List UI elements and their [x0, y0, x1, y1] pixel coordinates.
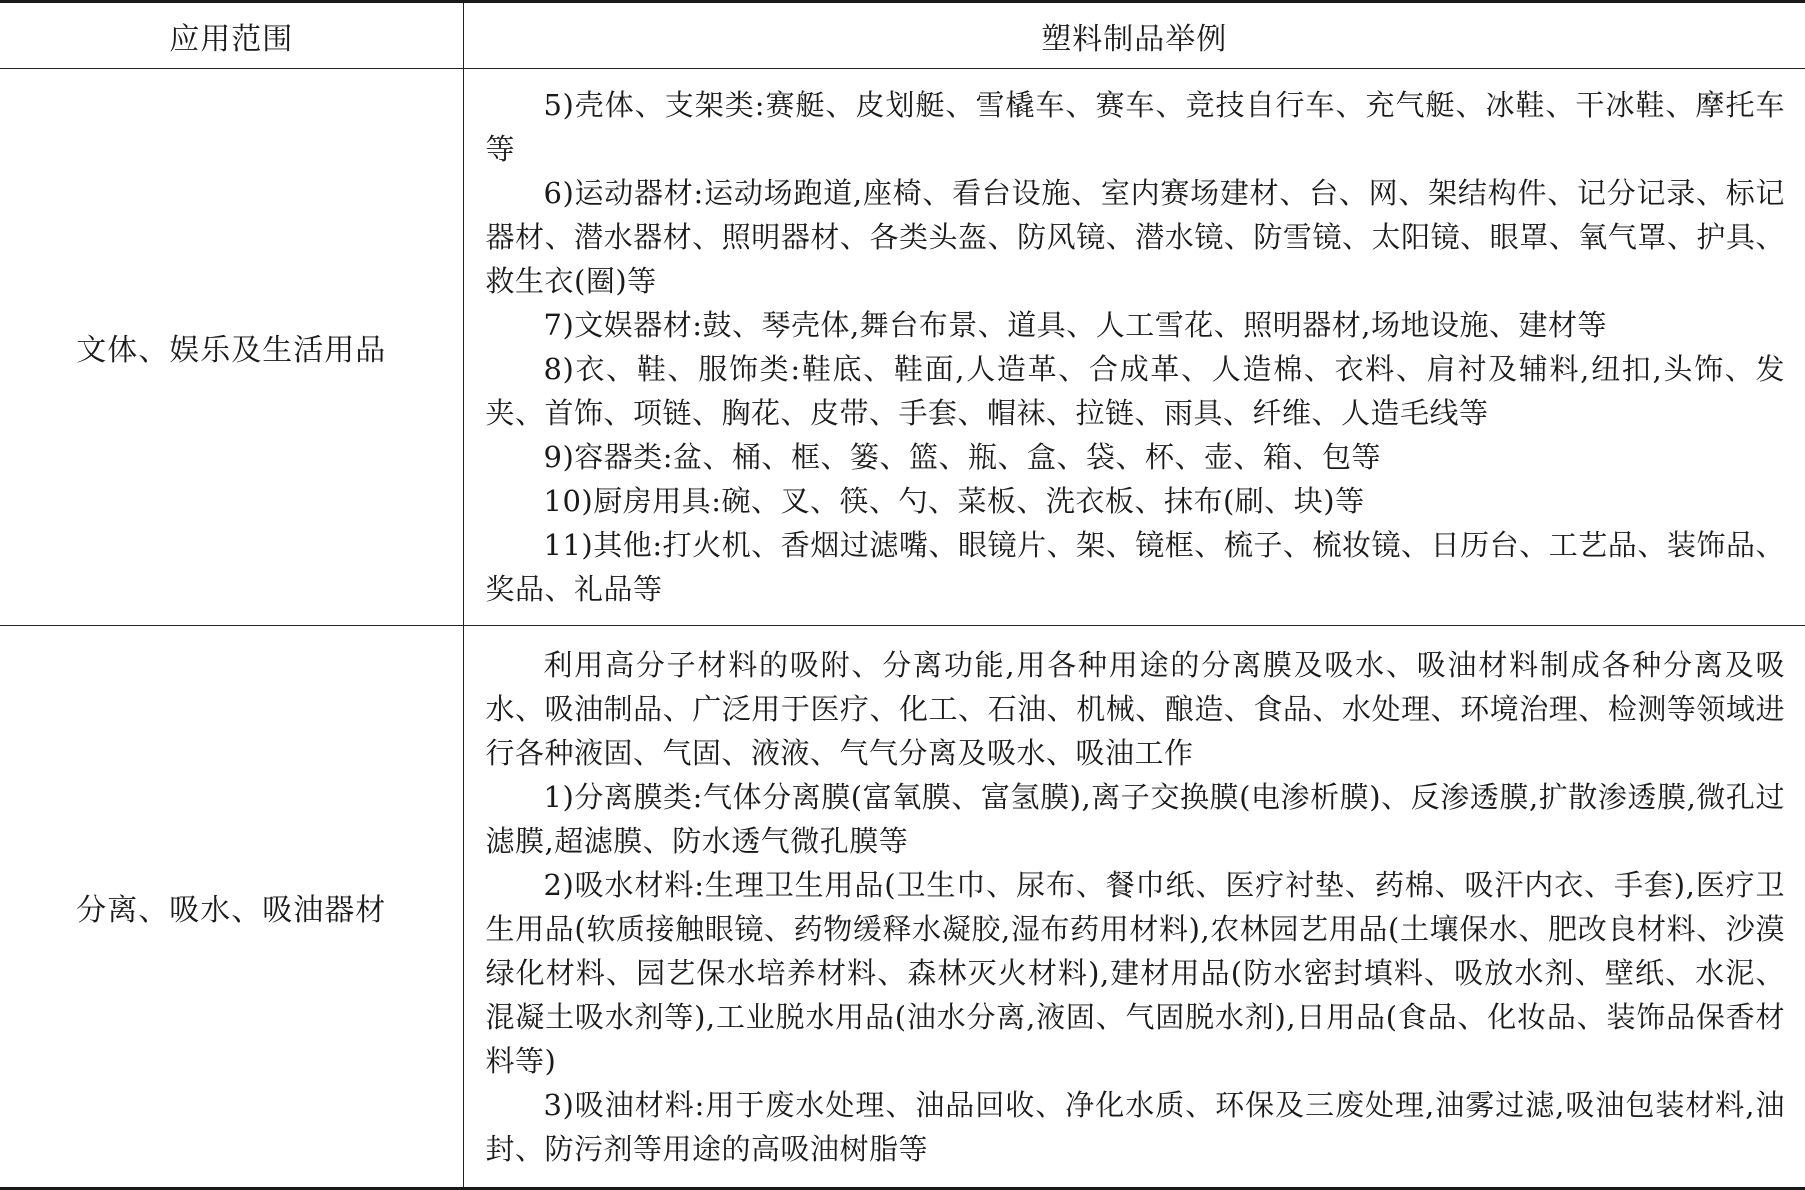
example-paragraph: 5)壳体、支架类:赛艇、皮划艇、雪橇车、赛车、竞技自行车、充气艇、冰鞋、干冰鞋、摩托车等	[485, 88, 1785, 166]
example-paragraph: 9)容器类:盆、桶、框、篓、篮、瓶、盒、袋、杯、壶、箱、包等	[543, 440, 1382, 474]
example-paragraph: 2)吸水材料:生理卫生用品(卫生巾、尿布、餐巾纸、医疗衬垫、药棉、吸汗内衣、手套),医疗卫生用品(软质接触眼镜、药物缓释水凝胶,湿布药用材料),农林园艺用品(土壤保水、肥改良材料、沙漠绿化材料、园艺保水培养材料、森林灭火材料),建材用品(防水密封填料、吸放水剂、壁纸、水泥、混凝土吸水剂等),工业脱水用品(油水分离,液固、气固脱水剂),日用品(食品、化妆品、装饰品保香材料等)	[485, 867, 1785, 1078]
examples-cell	[463, 626, 1805, 1189]
table-row	[0, 626, 1805, 1189]
example-paragraph: 1)分离膜类:气体分离膜(富氧膜、富氢膜),离子交换膜(电渗析膜)、反渗透膜,扩散渗透膜,微孔过滤膜,超滤膜、防水透气微孔膜等	[485, 779, 1785, 858]
example-paragraph: 利用高分子材料的吸附、分离功能,用各种用途的分离膜及吸水、吸油材料制成各种分离及吸水、吸油制品、广泛用于医疗、化工、石油、机械、酿造、食品、水处理、环境治理、检测等领域进行各种液固、气固、液液、气气分离及吸水、吸油工作	[485, 647, 1785, 770]
example-paragraph: 6)运动器材:运动场跑道,座椅、看台设施、室内赛场建材、台、网、架结构件、记分记录、标记器材、潜水器材、照明器材、各类头盔、防风镜、潜水镜、防雪镜、太阳镜、眼罩、氧气罩、护具、救生衣(圈)等	[485, 176, 1785, 298]
table-row	[0, 69, 1805, 626]
example-paragraph: 11)其他:打火机、香烟过滤嘴、眼镜片、架、镜框、梳子、梳妆镜、日历台、工艺品、装饰品、奖品、礼品等	[485, 528, 1785, 606]
example-paragraph: 3)吸油材料:用于废水处理、油品回收、净化水质、环保及三废处理,油雾过滤,吸油包装材料,油封、防污剂等用途的高吸油树脂等	[485, 1087, 1785, 1166]
examples-cell	[463, 69, 1805, 626]
range-cell: 文体、娱乐及生活用品	[0, 69, 463, 626]
example-paragraph: 7)文娱器材:鼓、琴壳体,舞台布景、道具、人工雪花、照明器材,场地设施、建材等	[543, 308, 1607, 342]
example-paragraph: 8)衣、鞋、服饰类:鞋底、鞋面,人造革、合成革、人造棉、衣料、肩衬及辅料,纽扣,头饰、发夹、首饰、项链、胸花、皮带、手套、帽袜、拉链、雨具、纤维、人造毛线等	[485, 352, 1785, 430]
header-application-range: 应用范围	[0, 2, 463, 69]
header-row	[0, 2, 1805, 69]
header-product-examples: 塑料制品举例	[463, 2, 1805, 69]
example-paragraph: 10)厨房用具:碗、叉、筷、勺、菜板、洗衣板、抹布(刷、块)等	[543, 484, 1365, 518]
range-cell: 分离、吸水、吸油器材	[0, 626, 463, 1189]
